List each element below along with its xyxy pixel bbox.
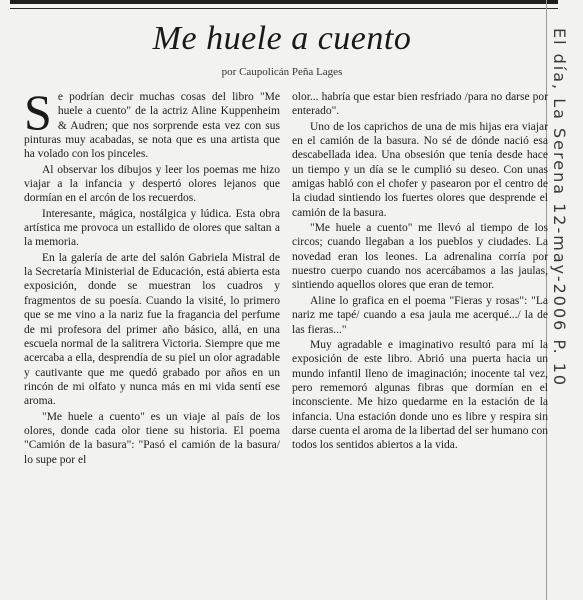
article-headline: Me huele a cuento <box>152 20 412 57</box>
newspaper-article <box>12 14 552 596</box>
article-paragraph: Aline lo grafica en el poema "Fieras y rosas": "La nariz me tapé/ cuando a esa jaula me acerqué.../ la de las fieras..." <box>292 294 548 336</box>
article-paragraph: Al observar los dibujos y leer los poemas me hizo viajar a la infancia y despertó olores lejanos que dormían en el arcón de los recuerdos. <box>24 163 280 205</box>
article-paragraph: Uno de los caprichos de una de mis hijas era viajar en el camión de la basura. No sé de dónde nació esa descabellada idea. Una obsesión que tenía desde hace un tiempo y un día se le cumplió su deseo. Con unas amigas habló con el chofer y pasearon por el centro de la ciudad sintiendo los fuertes olores que desprende el camión de la basura. <box>292 120 548 219</box>
article-paragraph: En la galería de arte del salón Gabriela Mistral de la Secretaría Ministerial de Educación, está abierta esta exposición, donde se muestran los cuadros y fragmentos de su poesía. Cuando la visité, lo primero que se me vino a la nariz fue la fragancia del perfume de mi profesora del primer año básico, allá, en una escuela normal de la salitrera Victoria. Siempre que me acercaba a ella, desprendía de su piel un olor agradable y cautivante que me quedó grabado por años en un rincón de mi olfato y nunca más en mi vida sentí ese aroma. <box>24 251 280 408</box>
handwritten-source-note: El día, La Serena 12-may-2006 P. 10 <box>550 28 569 388</box>
article-paragraph: olor... habría que estar bien resfriado /para no darse por enterado". <box>292 91 548 118</box>
article-paragraph: Muy agradable e imaginativo resultó para mí la exposición de este libro. Abrió una puerta hacia un mundo infantil lleno de imaginación; inocente tal vez, pero rememoró algunas fibras que dormían en el inconsciente. Me hizo quedarme en la estación de la infancia. Una estación donde uno es libre y respira sin darse cuenta el aroma de la libertad del ser humano con todos los sentidos abiertos a la vida. <box>292 338 548 452</box>
drop-cap: S <box>24 90 52 140</box>
article-paragraph: "Me huele a cuento" me llevó al tiempo de los circos; cuando llegaban a los pueblos y ciudades. La novedad eran los leones. La adrenalina corría por nuestro cuerpo cuando nos acercábamos a las jaulas, sintiendo aquellos olores que eran de temor. <box>292 222 548 292</box>
article-column-right <box>292 90 548 595</box>
article-byline: por Caupolicán Peña Lages <box>221 66 343 78</box>
top-rule-thin <box>10 8 558 9</box>
article-paragraph: Interesante, mágica, nostálgica y lúdica. Esta obra artística me provoca un estallido de olores que saltan a la memoria. <box>24 207 280 249</box>
top-rule <box>10 0 558 4</box>
article-paragraph: "Me huele a cuento" es un viaje al país de los olores, donde cada olor tiene su historia. El poema "Camión de la basura": "Pasó el camión de la basura/ lo supe por el <box>24 410 280 466</box>
article-paragraph: Se podrían decir muchas cosas del libro "Me huele a cuento" de la actriz Aline Kuppenheim & Audren; que nos sorprende esta vez con sus pinturas muy acabadas, se nota que es una artista que ha volado con los pinceles. <box>24 90 280 161</box>
article-column-left <box>24 90 280 595</box>
